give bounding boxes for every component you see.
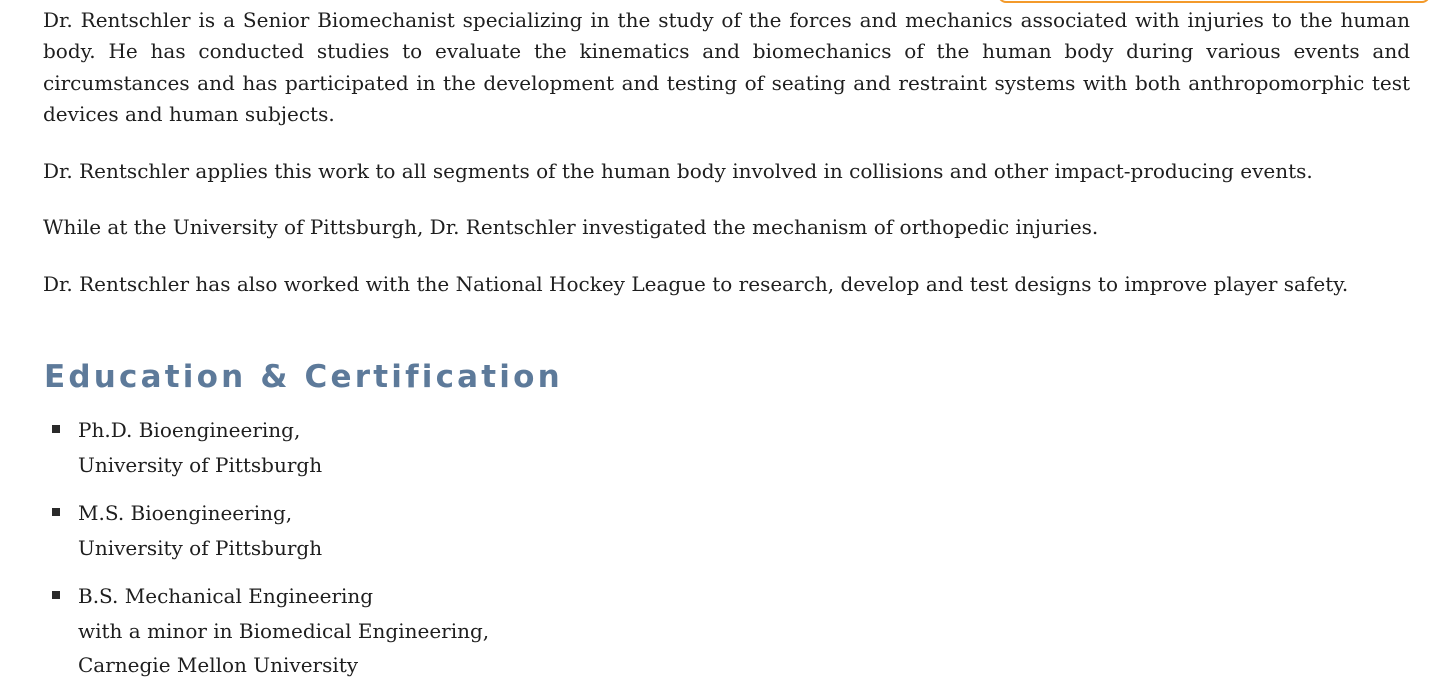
degree-title: M.S. Bioengineering, <box>78 501 293 525</box>
degree-institution: Carnegie Mellon University <box>78 653 359 677</box>
bio-paragraph-3: While at the University of Pittsburgh, Dr. Rentschler investigated the mechanism of orthopedic injuries. <box>43 215 1099 240</box>
degree-institution: University of Pittsburgh <box>78 452 323 477</box>
square-bullet-icon <box>52 425 60 433</box>
square-bullet-icon <box>52 591 60 599</box>
degree-title: Ph.D. Bioengineering, <box>78 418 301 442</box>
degree-institution: University of Pittsburgh <box>78 535 323 560</box>
bio-paragraph-2: Dr. Rentschler applies this work to all segments of the human body involved in collisions and other impact-producing events. <box>43 159 1313 184</box>
bio-section <box>43 5 1410 325</box>
orange-tab-edge[interactable] <box>998 0 1430 3</box>
education-list <box>52 413 752 691</box>
bio-paragraph-4: Dr. Rentschler has also worked with the National Hockey League to research, develop and test designs to improve player safety. <box>43 271 1349 296</box>
education-heading: Education & Certification <box>44 359 563 395</box>
degree-title: B.S. Mechanical Engineering <box>78 584 374 608</box>
square-bullet-icon <box>52 508 60 516</box>
bio-paragraph-1: Dr. Rentschler is a Senior Biomechanist specializing in the study of the forces and mechanics associated with injuries to the human body. He has conducted studies to evaluate the kinematics and biomechanics of the human body during various events and circumstances and has participated in the development and testing of seating and restraint systems with both anthropomorphic test devices and human subjects. <box>43 8 1410 126</box>
education-item-phd <box>52 413 752 482</box>
education-item-bs <box>52 579 752 683</box>
education-item-ms <box>52 496 752 565</box>
degree-minor: with a minor in Biomedical Engineering, <box>78 618 490 643</box>
